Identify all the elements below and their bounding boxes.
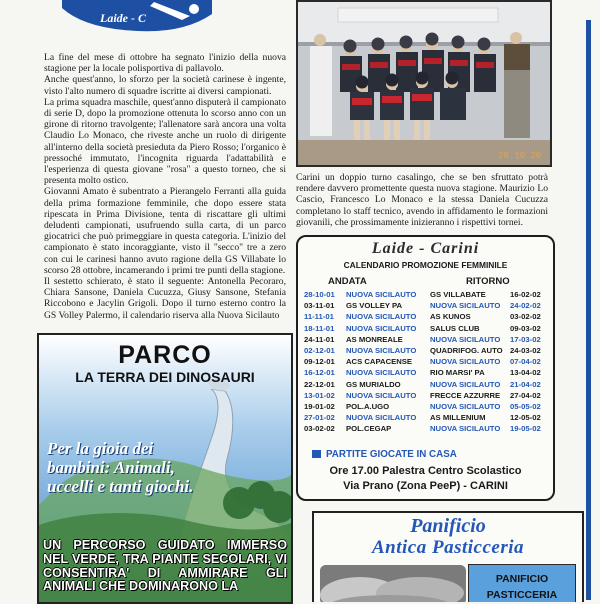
article-paragraph: La prima squadra maschile, quest'anno disputerà il campionato di serie D, dopo la promozione ottenuta lo scorso anno con un girone di ritorno travolgente; l'allenatore sarà ancora una volta Claudio Lo Monaco, che riveste anche un ruolo di dirigente all'interno della società presieduta da Piero Rosso; l'organico è pressoché immutato, l'incognita riguarda l'adattabilità e l'esperienza di questa giovane "rosa" a questo torneo, che si presenta molto ostico. — [44, 96, 286, 187]
panificio-ad — [312, 511, 584, 602]
ritorno-date: 16-02-02 — [510, 290, 541, 299]
andata-date: 11-11-01 — [304, 312, 334, 322]
venue-line-2: Via Prano (Zona PeeP) - CARINI — [343, 480, 508, 492]
calendar-row — [298, 312, 553, 323]
andata-team: NUOVA SICILAUTO — [346, 312, 417, 322]
ritorno-date: 05-05-02 — [510, 402, 541, 411]
andata-team: GS MURIALDO — [346, 379, 401, 389]
parco-subtitle: LA TERRA DEI DINOSAURI — [75, 369, 255, 385]
andata-team: NUOVA SICILAUTO — [346, 368, 417, 378]
andata-team: NUOVA SICILAUTO — [346, 290, 417, 299]
ritorno-date: 24-02-02 — [510, 301, 541, 311]
ritorno-header: RITORNO — [466, 276, 510, 287]
andata-date: 16-12-01 — [304, 368, 335, 378]
parco-title: PARCO — [118, 341, 212, 369]
club-logo — [62, 0, 212, 34]
calendar-legend: PARTITE GIOCATE IN CASA — [312, 449, 457, 460]
ritorno-date: 13-04-02 — [510, 368, 541, 378]
andata-team: NUOVA SICILAUTO — [346, 323, 417, 333]
ritorno-team: AS MILLENIUM — [430, 413, 486, 423]
andata-date: 27-01-02 — [304, 413, 335, 423]
andata-date: 03-02-02 — [304, 424, 335, 434]
andata-date: 13-01-02 — [304, 390, 335, 400]
ritorno-date: 12-05-02 — [510, 413, 541, 423]
calendar-row — [298, 368, 553, 379]
ritorno-team: SALUS CLUB — [430, 323, 480, 333]
article-right-column — [296, 172, 548, 228]
ritorno-date: 09-03-02 — [510, 323, 541, 333]
panificio-tag — [468, 564, 576, 602]
andata-date: 22-12-01 — [304, 379, 335, 389]
andata-date: 19-01-02 — [304, 402, 335, 411]
panificio-tag-line-1: PANIFICIO — [495, 573, 549, 585]
andata-team: NUOVA SICILAUTO — [346, 390, 417, 400]
parco-script-text: Per la gioia dei bambini: Animali, uccelli e tanti giochi. — [47, 439, 194, 496]
ritorno-team: NUOVA SICILAUTO — [430, 379, 501, 389]
andata-team: POL.CEGAP — [346, 424, 392, 434]
andata-date: 03-11-01 — [304, 301, 335, 311]
andata-team: NUOVA SICILAUTO — [346, 413, 417, 423]
ritorno-date: 07-04-02 — [510, 357, 541, 367]
ritorno-team: QUADRIFOG. AUTO — [430, 346, 503, 355]
calendar-row — [298, 346, 553, 357]
article-paragraph: Il sestetto schierato, è stato il seguente: Antonella Pecoraro, Chiara Sansone, Daniela Cucuzza, Giusy Sansone, Stefania Riccobono e Jacylin Grigoli. Dopo il turno esterno contro la GS Volley Palermo, il calendario riserva alla Nuova Sicilauto — [44, 276, 286, 321]
calendar-row — [298, 424, 553, 435]
article-paragraph: Carini un doppio turno casalingo, che se ben sfruttato potrà rendere davvero promettente questa nuova stagione. Maurizio Lo Cascio, Francesco Lo Monaco e la stessa Daniela Cucuzza completano lo staff tecnico, avendo in affidamento le formazioni giovanili, che prossimamente inizieranno i rispettivi tornei. — [296, 172, 548, 228]
ritorno-date: 03-02-02 — [510, 312, 541, 322]
team-photo — [296, 0, 552, 167]
ritorno-team: NUOVA SICILAUTO — [430, 301, 501, 311]
ritorno-team: GS VILLABATE — [430, 290, 486, 299]
article-left-column — [44, 52, 286, 321]
andata-date: 28-10-01 — [304, 290, 335, 299]
panificio-title: Panificio — [410, 515, 486, 537]
calendar-row — [298, 335, 553, 346]
article-paragraph: La fine del mese di ottobre ha segnato l'inizio della nuova stagione per la locale polisportiva di pallavolo. — [44, 52, 286, 75]
andata-team: POL.A.UGO — [346, 402, 390, 411]
ritorno-team: AS KUNOS — [430, 312, 471, 322]
andata-date: 09-12-01 — [304, 357, 335, 367]
ritorno-date: 17-03-02 — [510, 334, 541, 344]
calendar-row — [298, 290, 553, 301]
ritorno-date: 21-04-02 — [510, 379, 541, 389]
andata-team: NUOVA SICILAUTO — [346, 346, 417, 355]
venue-line-1: Ore 17.00 Palestra Centro Scolastico — [329, 465, 522, 477]
ritorno-team: FRECCE AZZURRE — [430, 390, 501, 400]
calendar-row — [298, 380, 553, 391]
svg-text:Laide - C: Laide - C — [100, 11, 146, 25]
andata-date: 24-11-01 — [304, 334, 335, 344]
ritorno-team: RIO MARSI' PA — [430, 368, 485, 378]
andata-team: GS VOLLEY PA — [346, 301, 403, 311]
calendar-title: Laide - Carini — [371, 240, 480, 257]
parco-dinosauri-ad — [37, 333, 293, 604]
andata-header: ANDATA — [328, 276, 367, 287]
calendar-subtitle: CALENDARIO PROMOZIONE FEMMINILE — [343, 260, 508, 270]
parco-body-text: UN PERCORSO GUIDATO IMMERSO NEL VERDE, TRA PIANTE SECOLARI, VI CONSENTIRA' DI AMMIRARE GLI ANIMALI CHE DOMINARONO LA — [43, 538, 287, 594]
andata-date: 02-12-01 — [304, 346, 335, 355]
calendar-row — [298, 402, 553, 413]
calendar-row — [298, 324, 553, 335]
calendar-row — [298, 413, 553, 424]
article-paragraph: Giovanni Amato è subentrato a Pierangelo Ferranti alla guida della prima formazione femminile, che dopo essere stata ripescata in Prima Divisione, tenta di riscattare gli ultimi deludenti campionati, usufruendo sulla carta, di un parco giocatrici che può primeggiare in questa categoria. L'inizio del campionato è stato incoraggiante, visto il "secco" tre a zero con cui le carinesi hanno avuto ragione della GS Villabate lo scorso 28 ottobre, incamerando i primi tre punti della stagione. — [44, 186, 286, 276]
svg-text:28 10 20: 28 10 20 — [498, 151, 542, 161]
article-paragraph: Anche quest'anno, lo sforzo per la società carinese è ingente, visto l'alto numero di squadre iscritte ai diversi campionati. — [44, 74, 286, 97]
andata-date: 18-11-01 — [304, 323, 335, 333]
ritorno-date: 19-05-02 — [510, 424, 541, 434]
ritorno-date: 24-03-02 — [510, 346, 541, 355]
ritorno-date: 27-04-02 — [510, 390, 541, 400]
andata-team: ACS CAPACENSE — [346, 357, 413, 367]
panificio-tag-line-2: PASTICCERIA — [486, 589, 558, 601]
calendar-row — [298, 301, 553, 312]
ritorno-team: NUOVA SICILAUTO — [430, 424, 501, 434]
calendar-box — [296, 235, 555, 501]
page-edge-stripe — [586, 20, 591, 600]
home-games-square-icon — [312, 450, 321, 458]
calendar-row — [298, 357, 553, 368]
ritorno-team: NUOVA SICILAUTO — [430, 402, 501, 411]
ritorno-team: NUOVA SICILAUTO — [430, 334, 501, 344]
calendar-row — [298, 391, 553, 402]
andata-team: AS MONREALE — [346, 334, 403, 344]
pasticceria-title: Antica Pasticceria — [371, 537, 524, 558]
bread-photo — [320, 565, 466, 602]
ritorno-team: NUOVA SICILAUTO — [430, 357, 501, 367]
